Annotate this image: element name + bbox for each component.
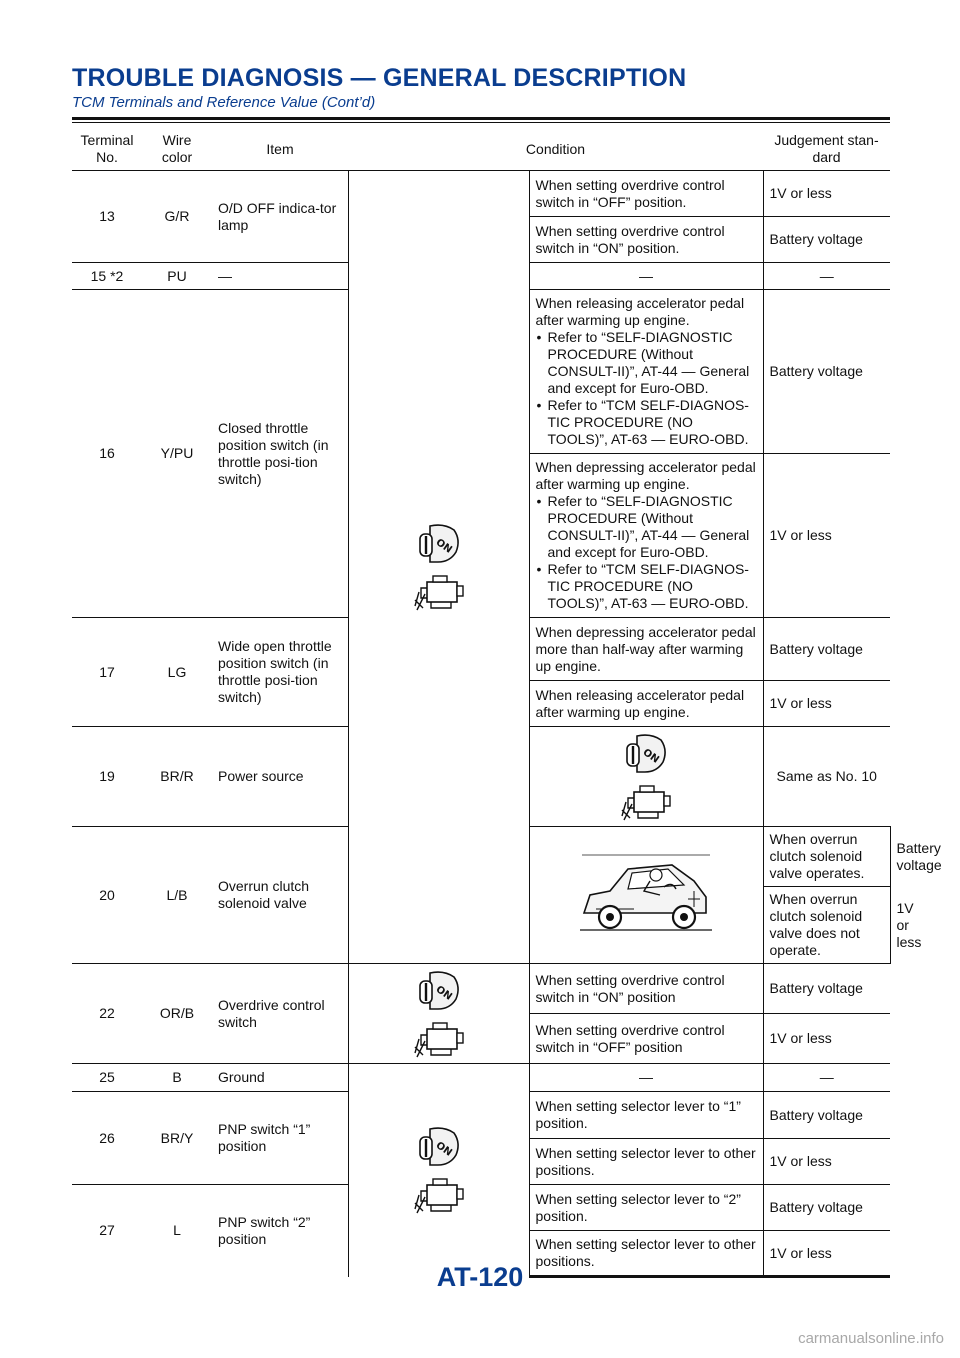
ignition-key-on-icon bbox=[416, 1125, 462, 1169]
table-header-row bbox=[72, 128, 890, 171]
list-item: • Refer to “TCM SELF-DIAGNOS-TIC PROCEDURE (NO TOOLS)”, AT-63 — EURO-OBD. bbox=[548, 561, 757, 612]
ignition-key-on-icon bbox=[416, 522, 462, 566]
table-row: 20 L/B Overrun clutch solenoid valve When overrun clutch solenoid valve operates. Battery voltage bbox=[72, 827, 890, 887]
svg-text:ON: ON bbox=[433, 537, 454, 556]
header-terminal-no: Terminal No. bbox=[72, 128, 142, 171]
condition-icon-cell bbox=[529, 727, 763, 827]
engine-icon bbox=[413, 1019, 465, 1059]
header-wire-color: Wire color bbox=[142, 128, 212, 171]
table-row: When setting overdrive control switch in “ON” position. Battery voltage bbox=[72, 217, 890, 263]
condition-icon-cell bbox=[348, 171, 529, 964]
table-row: When depressing accelerator pedal after warming up engine. • Refer to “SELF-DIAGNOSTIC PROCEDURE (Without CONSULT-II)”, AT-44 — General and except for Euro-OBD. • Refer to “TCM SELF-DIAGNOS-TIC PROCEDURE (NO TOOLS)”, AT-63 — EURO-OBD. 1V or less bbox=[72, 454, 890, 618]
condition-icon-cell bbox=[348, 964, 529, 1064]
table-row: 27 L PNP switch “2” position When setting selector lever to “2” position. Battery voltage bbox=[72, 1185, 890, 1231]
list-item: • Refer to “SELF-DIAGNOSTIC PROCEDURE (Without CONSULT-II)”, AT-44 — General and except for Euro-OBD. bbox=[548, 329, 757, 397]
table-row: 13 G/R O/D OFF indica-tor lamp ON When setting overdrive control switch in “OFF” position. 1V or less bbox=[72, 171, 890, 217]
engine-icon bbox=[413, 572, 465, 612]
table-row: When releasing accelerator pedal after warming up engine. 1V or less bbox=[72, 681, 890, 727]
svg-text:ON: ON bbox=[640, 746, 661, 766]
header-item: Item bbox=[212, 128, 348, 171]
table-row: 15 *2 PU — — — bbox=[72, 263, 890, 290]
engine-icon bbox=[413, 1175, 465, 1215]
condition-icon-cell bbox=[348, 1064, 529, 1277]
table-row: 22 OR/B Overdrive control switch ON When setting overdrive control switch in “ON” position Battery voltage bbox=[72, 964, 890, 1014]
table-row: When setting selector lever to other positions. 1V or less bbox=[72, 1231, 890, 1277]
header-rule-thin bbox=[72, 122, 890, 123]
table-row: 25 B Ground ON — — bbox=[72, 1064, 890, 1092]
header-condition: Condition bbox=[348, 128, 763, 171]
ignition-key-on-icon bbox=[416, 969, 462, 1013]
table-row: 19 BR/R Power source ON Same as No. 10 bbox=[72, 727, 890, 827]
header-judgement: Judgement stan-dard bbox=[763, 128, 890, 171]
ignition-key-on-icon bbox=[623, 732, 669, 776]
engine-icon bbox=[620, 782, 672, 822]
table-row: When setting selector lever to other positions. 1V or less bbox=[72, 1139, 890, 1185]
watermark: carmanualsonline.info bbox=[798, 1330, 944, 1347]
svg-text:ON: ON bbox=[433, 1140, 454, 1160]
list-item: • Refer to “TCM SELF-DIAGNOS-TIC PROCEDURE (NO TOOLS)”, AT-63 — EURO-OBD. bbox=[548, 397, 757, 448]
terminal-reference-table bbox=[72, 128, 942, 1278]
svg-text:ON: ON bbox=[433, 983, 454, 1003]
page-title: TROUBLE DIAGNOSIS — GENERAL DESCRIPTION bbox=[72, 64, 687, 92]
table-row: 17 LG Wide open throttle position switch (in throttle posi-tion switch) When depressing accelerator pedal more than half-way after warming up engine. Battery voltage bbox=[72, 618, 890, 681]
table-row: When setting overdrive control switch in “OFF” position 1V or less bbox=[72, 1014, 890, 1064]
table-row: 16 Y/PU Closed throttle position switch (in throttle posi-tion switch) When releasing accelerator pedal after warming up engine. • Refer to “SELF-DIAGNOSTIC PROCEDURE (Without CONSULT-II)”, AT-44 — General and except for Euro-OBD. • Refer to “TCM SELF-DIAGNOS-TIC PROCEDURE (NO TOOLS)”, AT-63 — EURO-OBD. Battery voltage bbox=[72, 290, 890, 454]
page-number: AT-120 bbox=[436, 1262, 524, 1292]
header-rule bbox=[72, 117, 890, 120]
table-row: 26 BR/Y PNP switch “1” position When setting selector lever to “1” position. Battery voltage bbox=[72, 1092, 890, 1139]
condition-icon-cell bbox=[529, 827, 763, 964]
table-row: When overrun clutch solenoid valve does not operate. 1V or less bbox=[72, 887, 890, 964]
page-subtitle: TCM Terminals and Reference Value (Cont’d) bbox=[72, 94, 376, 111]
driving-car-icon bbox=[576, 851, 716, 935]
list-item: • Refer to “SELF-DIAGNOSTIC PROCEDURE (Without CONSULT-II)”, AT-44 — General and except for Euro-OBD. bbox=[548, 493, 757, 561]
